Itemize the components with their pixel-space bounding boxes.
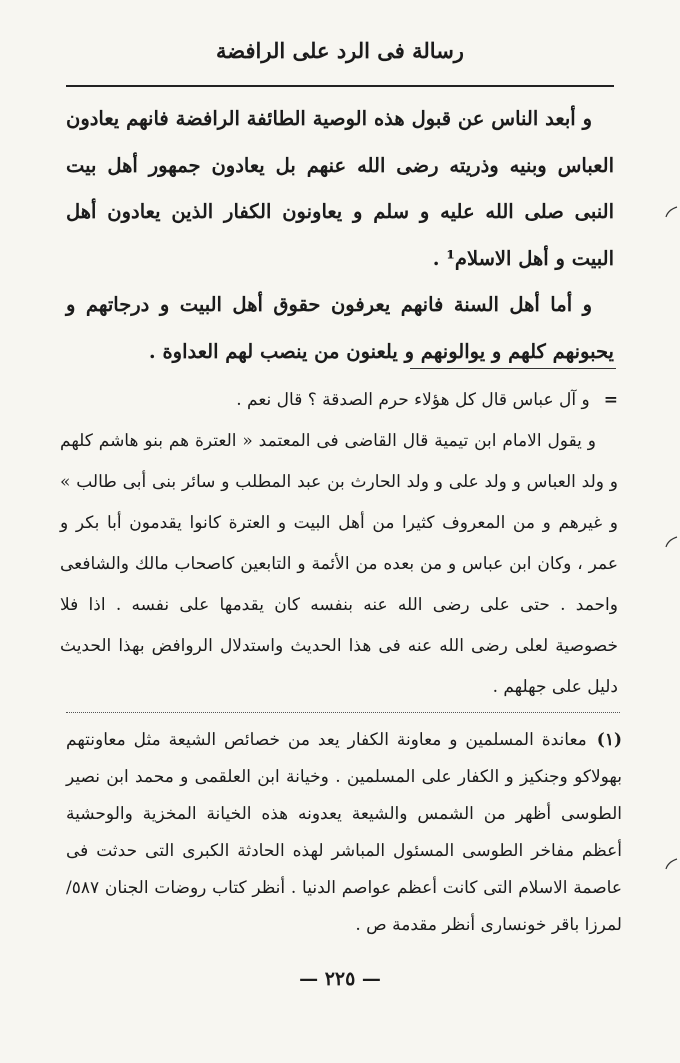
body-paragraph: و أما أهل السنة فانهم يعرفون حقوق أهل البيت و درجاتهم و يحبونهم كلهم و يوالونهم و يلعنون من ينصب لهم العداوة . <box>66 293 614 363</box>
main-text <box>66 96 614 376</box>
margin-mark <box>664 206 678 218</box>
footnote-continuation <box>60 380 618 708</box>
footnote-number: (١) <box>596 730 622 750</box>
header-rule <box>66 85 614 87</box>
footnote-divider <box>66 712 620 713</box>
footnote-text: معاندة المسلمين و معاونة الكفار يعد من خصائص الشيعة مثل معاونتهم بهولاكو وجنكيز و الكفار على المسلمين . وخيانة ابن العلقمى و محمد ابن نصير الطوسى أظهر من الشمس والشيعة يعدونه هذه الخيانة المخزية والوحشية أعظم مفاخر الطوسى المسئول المباشر لهذه الحادثة الكبرى التى حدثت فى عاصمة الاسلام التى كانت أعظم عواصم الدنيا . أنظر كتاب روضات الجنان ٥٨٧/ لمرزا باقر خونسارى أنظر مقدمة ص . <box>66 730 622 935</box>
footnote <box>66 722 622 944</box>
footnote-separator <box>410 368 616 369</box>
page-number: — ٢٢٥ — <box>299 968 381 990</box>
footnote-line <box>60 380 618 421</box>
footnote-entry <box>66 722 622 944</box>
margin-mark <box>664 858 678 870</box>
margin-mark <box>664 536 678 548</box>
continuation-mark: = <box>603 390 618 410</box>
running-header: رسالة فى الرد على الرافضة <box>216 38 464 63</box>
footnote-paragraph: و يقول الامام ابن تيمية قال القاضى فى المعتمد « العترة هم بنو هاشم كلهم و ولد العباس و ولد على و ولد الحارث بن عبد المطلب و سائر بنى أبى طالب » و غيرهم و من المعروف كثيرا من أهل البيت و العترة كانوا يقدمون أبا بكر و عمر ، وكان ابن عباس و من بعده من الأئمة و التابعين كاصحاب مالك والشافعى واحمد . حتى على رضى الله عنه بنفسه كان يقدمها على نفسه . اذا فلا خصوصية لعلى رضى الله عنه فى هذا الحديث واستدلال الروافض بهذا الحديث دليل على جهلهم . <box>60 431 618 697</box>
footnote-line-text: و آل عباس قال كل هؤلاء حرم الصدقة ؟ قال نعم . <box>236 390 590 410</box>
body-paragraph: و أبعد الناس عن قبول هذه الوصية الطائفة الرافضة فانهم يعادون العباس وبنيه وذريته رضى الله عنهم بل يعادون جمهور أهل بيت النبى صلى الله عليه و سلم و يعاونون الكفار الذين يعادون أهل البيت و أهل الاسلام¹ . <box>66 107 614 270</box>
